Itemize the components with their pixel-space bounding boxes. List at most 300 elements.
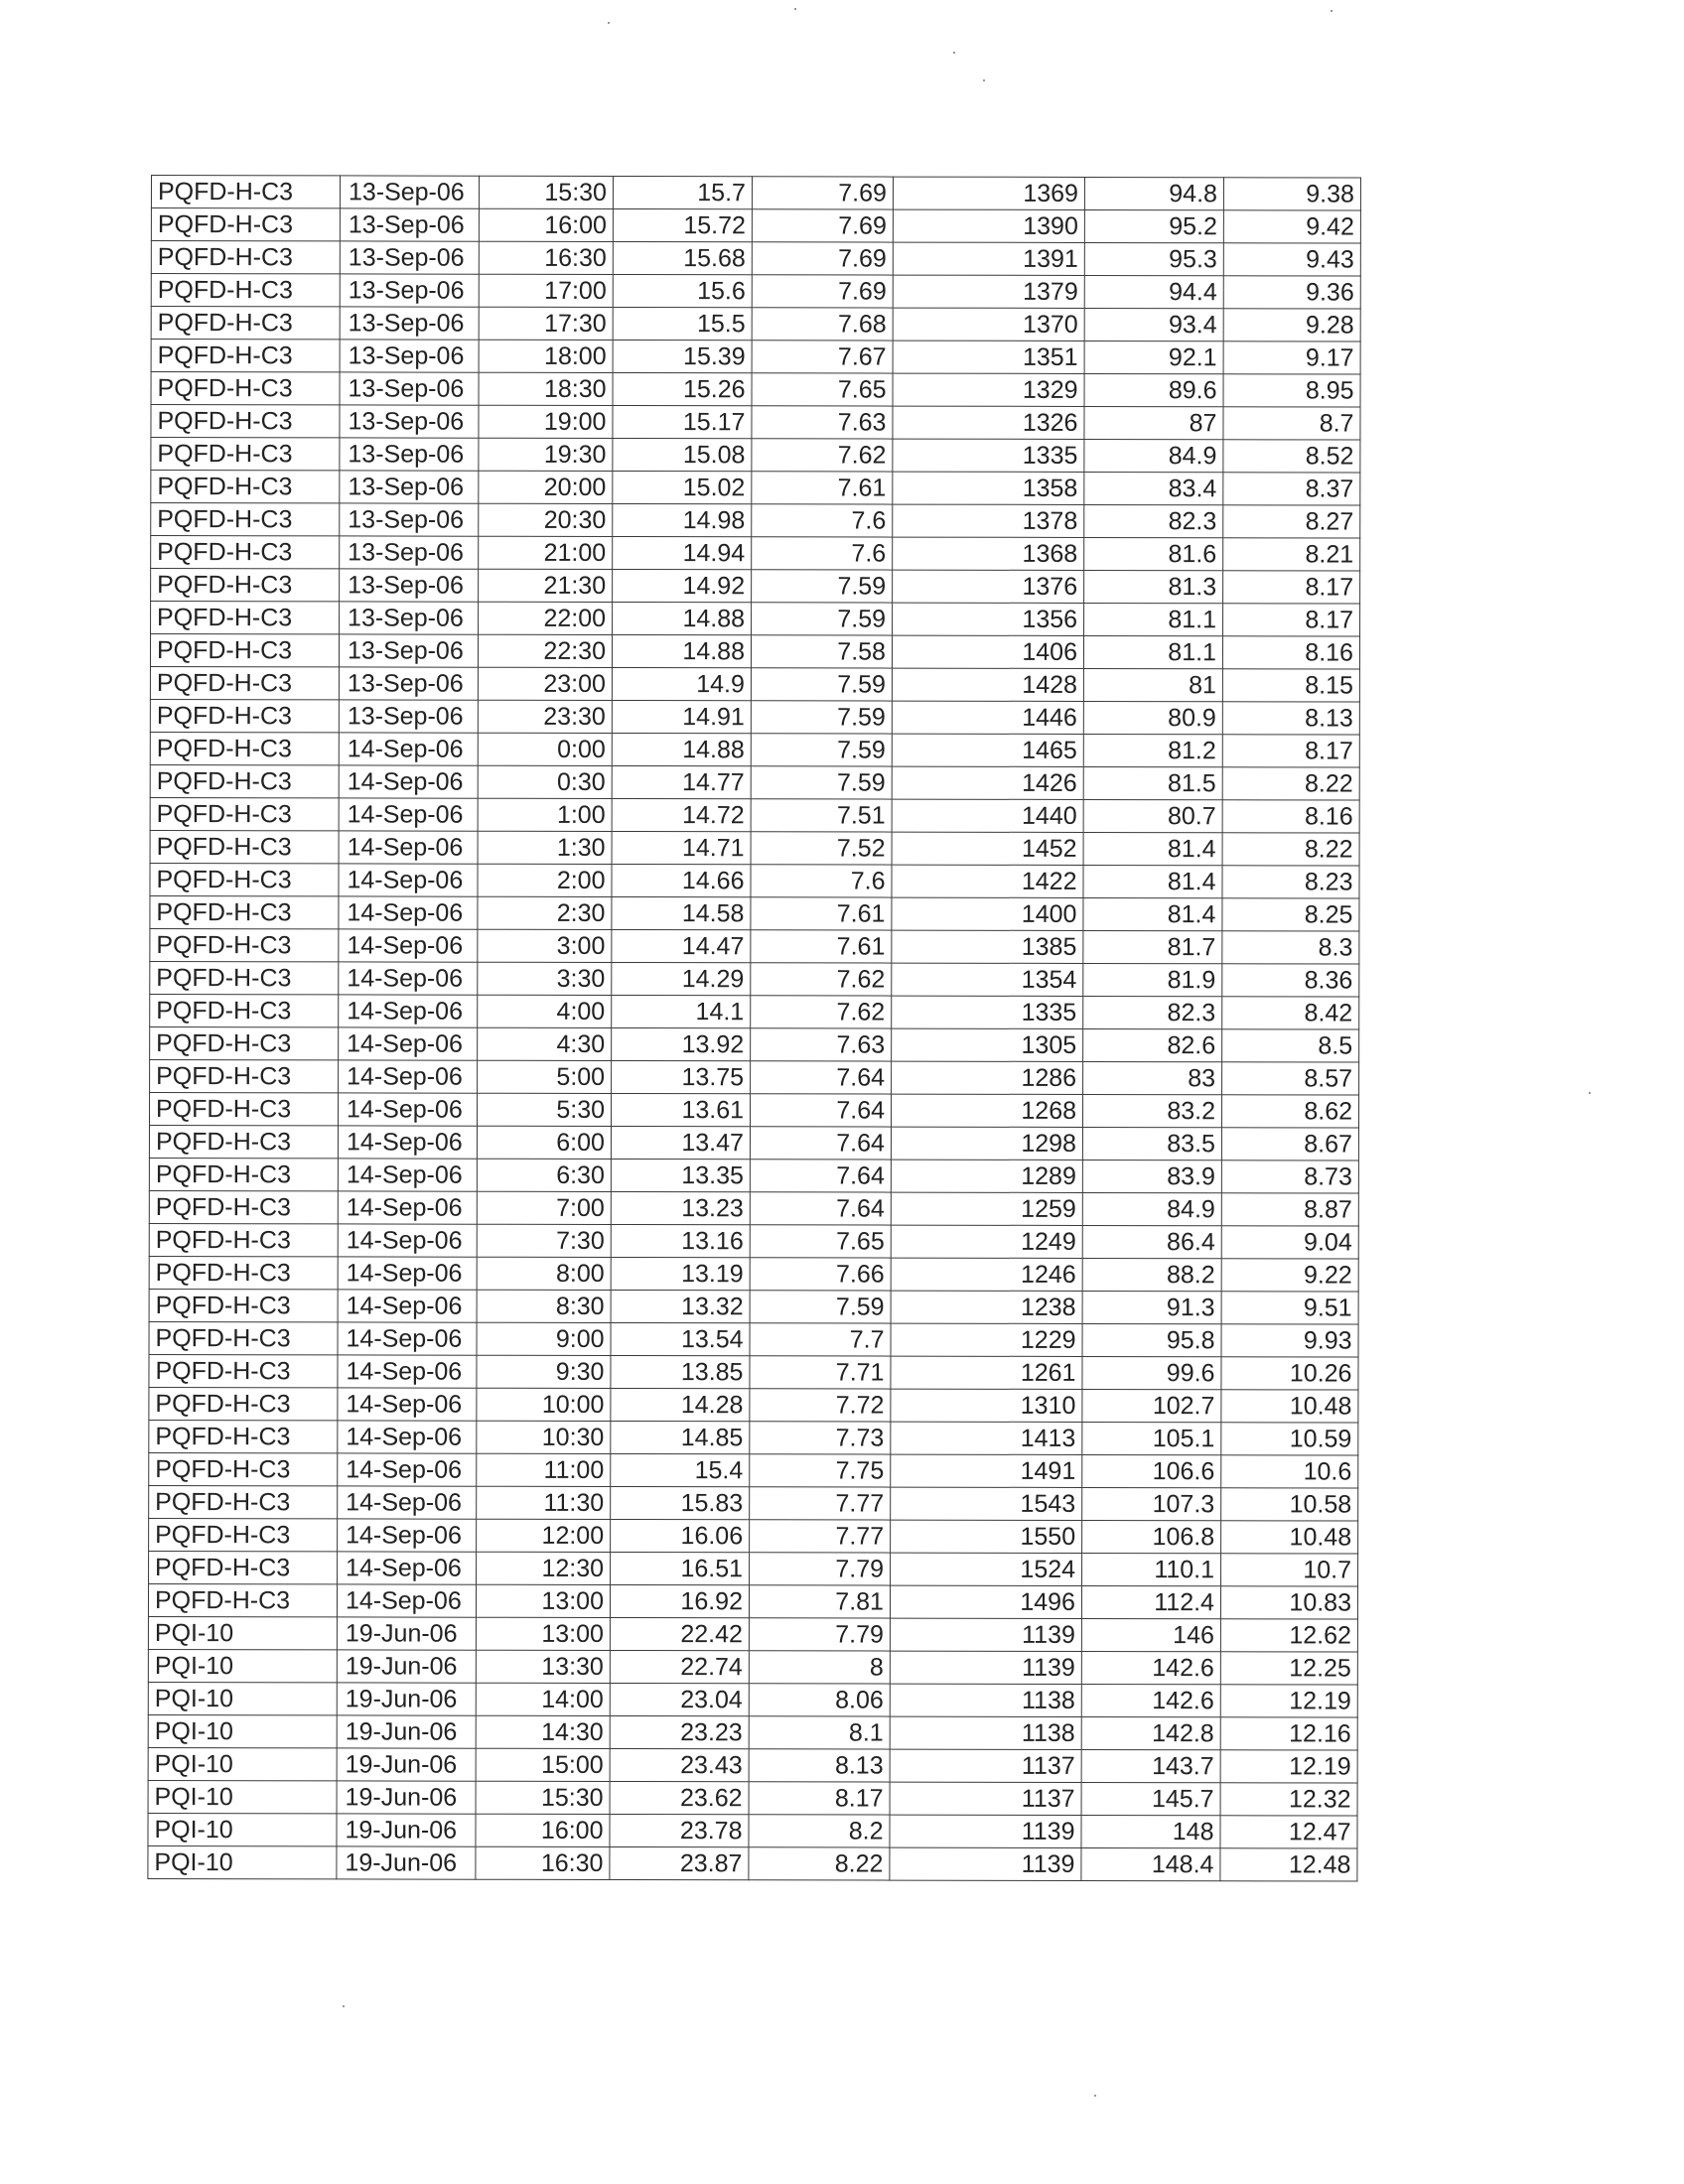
value-1-cell: 13.32 [611,1290,750,1322]
time-cell: 17:30 [479,307,613,340]
site-id-cell: PQFD-H-C3 [150,895,339,928]
date-cell: 13-Sep-06 [340,274,479,307]
value-1-cell: 13.47 [611,1126,750,1159]
time-cell: 15:30 [476,1781,610,1814]
value-4-cell: 81.9 [1083,963,1222,996]
value-5-cell: 10.48 [1221,1521,1358,1554]
value-3-cell: 1139 [890,1815,1081,1847]
value-5-cell: 12.47 [1220,1816,1357,1848]
value-5-cell: 8.87 [1221,1193,1358,1226]
value-3-cell: 1390 [893,209,1084,242]
value-2-cell: 8.22 [749,1847,890,1880]
value-2-cell: 8.06 [749,1684,890,1716]
value-5-cell: 10.26 [1221,1357,1358,1390]
value-1-cell: 14.98 [613,503,752,536]
value-4-cell: 142.6 [1081,1651,1220,1684]
value-4-cell: 106.8 [1082,1520,1221,1553]
value-2-cell: 7.59 [752,570,893,603]
date-cell: 14-Sep-06 [339,1027,478,1060]
value-3-cell: 1406 [892,635,1083,668]
site-id-cell: PQFD-H-C3 [151,241,340,274]
time-cell: 1:30 [478,831,612,864]
value-2-cell: 7.59 [751,734,892,766]
value-1-cell: 22.74 [610,1650,749,1683]
table-row [149,1321,1358,1357]
date-cell: 13-Sep-06 [340,536,479,569]
table-row [149,1125,1358,1160]
value-1-cell: 15.39 [613,340,752,372]
value-4-cell: 142.6 [1081,1684,1220,1716]
value-1-cell: 13.75 [612,1060,751,1093]
value-1-cell: 14.29 [612,962,751,995]
site-id-cell: PQFD-H-C3 [151,503,340,536]
table-body [148,176,1361,1882]
value-2-cell: 7.64 [750,1160,891,1192]
value-2-cell: 7.79 [750,1553,891,1585]
value-4-cell: 89.6 [1084,373,1223,406]
value-1-cell: 14.1 [612,995,751,1027]
value-4-cell: 83.5 [1082,1127,1221,1160]
value-3-cell: 1335 [892,996,1083,1028]
value-1-cell: 14.47 [612,929,751,962]
value-3-cell: 1369 [893,177,1084,209]
table-row [151,340,1360,375]
scan-speck [1589,1092,1591,1094]
value-5-cell: 8.17 [1223,604,1360,636]
value-5-cell: 9.43 [1223,243,1360,276]
date-cell: 13-Sep-06 [339,634,478,667]
date-cell: 14-Sep-06 [338,1486,477,1519]
time-cell: 14:00 [476,1683,610,1715]
time-cell: 3:30 [478,962,612,995]
value-2-cell: 7.6 [752,537,893,570]
value-5-cell: 8.3 [1222,931,1359,964]
table-row [151,405,1360,441]
time-cell: 16:30 [479,241,613,274]
value-3-cell: 1229 [891,1323,1082,1356]
site-id-cell: PQFD-H-C3 [149,1452,338,1485]
value-3-cell: 1378 [893,504,1084,537]
value-5-cell: 9.36 [1223,276,1360,309]
scan-speck [953,52,955,54]
value-4-cell: 81.2 [1083,734,1222,766]
value-4-cell: 99.6 [1082,1356,1221,1389]
value-2-cell: 7.67 [752,341,893,373]
value-1-cell: 14.9 [612,667,751,700]
value-3-cell: 1139 [890,1651,1081,1684]
value-4-cell: 143.7 [1081,1749,1220,1782]
date-cell: 14-Sep-06 [338,1126,477,1159]
value-5-cell: 8.62 [1221,1095,1358,1128]
value-1-cell: 22.42 [610,1617,749,1650]
value-1-cell: 14.88 [612,634,751,667]
time-cell: 11:00 [477,1453,611,1486]
value-1-cell: 23.87 [610,1846,749,1879]
date-cell: 14-Sep-06 [338,1322,477,1355]
value-3-cell: 1452 [892,832,1083,865]
time-cell: 6:30 [477,1159,611,1191]
time-cell: 4:30 [478,1027,612,1060]
time-cell: 18:00 [479,340,613,372]
site-id-cell: PQI-10 [148,1649,337,1682]
time-cell: 15:00 [476,1748,610,1781]
value-4-cell: 81.7 [1083,930,1222,963]
site-id-cell: PQI-10 [148,1714,337,1747]
value-2-cell: 7.6 [751,865,892,897]
time-cell: 20:30 [479,503,613,536]
value-2-cell: 7.62 [751,996,892,1028]
table-row [149,1092,1358,1128]
value-4-cell: 83.4 [1084,472,1223,504]
value-3-cell: 1524 [891,1553,1082,1585]
value-4-cell: 110.1 [1082,1553,1221,1585]
value-2-cell: 7.62 [752,439,893,472]
date-cell: 14-Sep-06 [338,1093,477,1126]
value-3-cell: 1356 [893,603,1084,635]
value-3-cell: 1137 [890,1749,1081,1782]
value-1-cell: 13.16 [611,1224,750,1257]
site-id-cell: PQFD-H-C3 [150,699,339,732]
date-cell: 14-Sep-06 [339,896,478,929]
value-5-cell: 8.17 [1223,571,1360,604]
value-1-cell: 15.72 [613,208,752,241]
site-id-cell: PQFD-H-C3 [149,1125,338,1158]
value-5-cell: 8.52 [1223,440,1360,473]
value-1-cell: 15.7 [613,176,752,208]
value-3-cell: 1286 [892,1061,1083,1094]
site-id-cell: PQFD-H-C3 [150,666,339,699]
table-row [151,208,1360,244]
value-3-cell: 1354 [892,963,1083,996]
value-3-cell: 1326 [893,406,1084,439]
time-cell: 12:30 [477,1552,611,1584]
value-1-cell: 14.71 [612,831,751,864]
value-2-cell: 7.62 [751,963,892,996]
value-3-cell: 1440 [892,799,1083,832]
value-5-cell: 9.17 [1223,341,1360,374]
value-3-cell: 1543 [891,1487,1082,1520]
site-id-cell: PQFD-H-C3 [149,1420,338,1452]
value-1-cell: 15.83 [611,1486,750,1519]
date-cell: 19-Jun-06 [337,1781,476,1814]
value-5-cell: 9.38 [1223,178,1360,210]
table-row [148,1845,1357,1881]
value-1-cell: 15.5 [613,307,752,340]
value-2-cell: 7.59 [751,668,892,701]
value-4-cell: 80.9 [1083,701,1222,734]
site-id-cell: PQFD-H-C3 [149,1289,338,1321]
site-id-cell: PQFD-H-C3 [151,307,340,340]
value-2-cell: 7.7 [750,1323,891,1356]
date-cell: 14-Sep-06 [338,1290,477,1322]
time-cell: 16:30 [476,1846,610,1879]
value-5-cell: 8.22 [1222,767,1359,800]
value-4-cell: 87 [1084,406,1223,439]
value-1-cell: 14.92 [613,569,752,602]
time-cell: 7:00 [477,1191,611,1224]
value-1-cell: 14.72 [612,798,751,831]
site-id-cell: PQFD-H-C3 [149,1387,338,1420]
time-cell: 16:00 [476,1814,610,1846]
table-row [151,471,1360,506]
site-id-cell: PQI-10 [148,1682,337,1714]
value-5-cell: 8.13 [1222,702,1359,735]
value-3-cell: 1379 [893,275,1084,308]
value-4-cell: 86.4 [1082,1225,1221,1258]
value-4-cell: 81.4 [1083,865,1222,897]
value-1-cell: 13.92 [612,1027,751,1060]
value-4-cell: 95.3 [1084,242,1223,275]
table-row [151,503,1360,539]
value-5-cell: 10.58 [1221,1488,1358,1521]
site-id-cell: PQI-10 [148,1747,337,1780]
site-id-cell: PQFD-H-C3 [149,1158,338,1190]
value-1-cell: 13.35 [611,1159,750,1191]
date-cell: 19-Jun-06 [337,1846,476,1879]
time-cell: 20:00 [479,471,613,503]
value-2-cell: 7.64 [750,1127,891,1160]
value-5-cell: 8.22 [1222,833,1359,866]
value-5-cell: 10.83 [1220,1586,1357,1619]
table-row [150,699,1359,735]
date-cell: 13-Sep-06 [339,667,478,700]
table-row [151,536,1360,572]
site-id-cell: PQFD-H-C3 [151,471,340,503]
value-2-cell: 7.77 [750,1520,891,1553]
table-row [149,1452,1358,1488]
date-cell: 13-Sep-06 [340,438,479,471]
site-id-cell: PQFD-H-C3 [150,634,339,667]
value-3-cell: 1400 [892,897,1083,930]
date-cell: 13-Sep-06 [340,307,479,340]
time-cell: 11:30 [477,1486,611,1519]
value-3-cell: 1249 [891,1225,1082,1258]
date-cell: 13-Sep-06 [340,471,479,503]
site-id-cell: PQFD-H-C3 [150,732,339,764]
date-cell: 19-Jun-06 [337,1617,476,1650]
value-2-cell: 8 [749,1651,890,1684]
value-2-cell: 7.75 [750,1454,891,1487]
value-4-cell: 83.2 [1082,1094,1221,1127]
value-2-cell: 7.52 [751,832,892,865]
time-cell: 9:00 [477,1322,611,1355]
value-3-cell: 1491 [891,1454,1082,1487]
value-1-cell: 14.88 [613,602,752,634]
value-4-cell: 148.4 [1081,1847,1220,1880]
site-id-cell: PQFD-H-C3 [149,1551,338,1583]
value-1-cell: 13.61 [611,1093,750,1126]
date-cell: 19-Jun-06 [337,1650,476,1683]
value-1-cell: 14.91 [612,700,751,733]
value-4-cell: 81 [1083,668,1222,701]
value-1-cell: 14.85 [611,1421,750,1453]
site-id-cell: PQFD-H-C3 [150,994,339,1026]
value-2-cell: 7.61 [751,897,892,930]
site-id-cell: PQI-10 [148,1780,337,1813]
value-2-cell: 7.69 [752,242,893,275]
value-5-cell: 8.16 [1222,800,1359,833]
table-row [151,602,1360,637]
time-cell: 10:30 [477,1421,611,1453]
value-4-cell: 81.3 [1084,570,1223,603]
time-cell: 8:30 [477,1290,611,1322]
date-cell: 13-Sep-06 [340,208,479,241]
table-row [150,961,1359,997]
value-4-cell: 142.8 [1081,1716,1220,1749]
value-1-cell: 15.6 [613,274,752,307]
table-row [149,1518,1358,1554]
site-id-cell: PQFD-H-C3 [151,405,340,438]
value-3-cell: 1238 [891,1291,1082,1323]
value-5-cell: 8.23 [1222,866,1359,898]
value-1-cell: 16.06 [611,1519,750,1552]
value-4-cell: 107.3 [1082,1487,1221,1520]
site-id-cell: PQFD-H-C3 [151,602,340,634]
site-id-cell: PQFD-H-C3 [148,1583,337,1616]
time-cell: 13:00 [476,1617,610,1650]
site-id-cell: PQFD-H-C3 [151,569,340,602]
site-id-cell: PQFD-H-C3 [151,372,340,405]
value-1-cell: 14.88 [612,733,751,765]
value-5-cell: 8.7 [1223,407,1360,440]
value-2-cell: 7.63 [751,1028,892,1061]
value-1-cell: 23.62 [610,1781,749,1814]
date-cell: 14-Sep-06 [339,733,478,765]
date-cell: 19-Jun-06 [337,1715,476,1748]
value-2-cell: 7.68 [752,308,893,341]
scan-speck [794,8,796,10]
value-3-cell: 1426 [892,766,1083,799]
value-5-cell: 12.32 [1220,1783,1357,1816]
date-cell: 14-Sep-06 [339,929,478,962]
table-row [149,1551,1358,1586]
date-cell: 14-Sep-06 [337,1584,476,1617]
site-id-cell: PQFD-H-C3 [150,1026,339,1059]
value-3-cell: 1261 [891,1356,1082,1389]
date-cell: 13-Sep-06 [340,340,479,372]
value-1-cell: 13.19 [611,1257,750,1290]
value-1-cell: 15.68 [613,241,752,274]
value-5-cell: 8.67 [1221,1128,1358,1160]
site-id-cell: PQFD-H-C3 [150,928,339,961]
date-cell: 14-Sep-06 [338,1453,477,1486]
value-4-cell: 84.9 [1082,1192,1221,1225]
value-2-cell: 7.79 [749,1618,890,1651]
table-row [148,1714,1357,1750]
date-cell: 13-Sep-06 [340,241,479,274]
date-cell: 14-Sep-06 [338,1224,477,1257]
value-2-cell: 7.64 [750,1192,891,1225]
value-2-cell: 7.65 [752,373,893,406]
value-4-cell: 83 [1083,1061,1222,1094]
time-cell: 8:00 [477,1257,611,1290]
value-1-cell: 14.94 [613,536,752,569]
date-cell: 14-Sep-06 [339,831,478,864]
value-4-cell: 81.1 [1084,603,1223,635]
site-id-cell: PQFD-H-C3 [151,274,340,307]
value-4-cell: 82.3 [1083,996,1222,1028]
table-row [150,1059,1359,1095]
time-cell: 0:00 [478,733,612,765]
value-3-cell: 1289 [891,1160,1082,1192]
time-cell: 17:00 [479,274,613,307]
value-5-cell: 10.7 [1221,1554,1358,1586]
value-4-cell: 106.6 [1082,1454,1221,1487]
time-cell: 6:00 [477,1126,611,1159]
time-cell: 19:00 [479,405,613,438]
value-4-cell: 94.8 [1084,177,1223,209]
value-5-cell: 10.59 [1221,1423,1358,1455]
value-3-cell: 1446 [892,701,1083,734]
value-2-cell: 8.13 [749,1749,890,1782]
value-5-cell: 9.04 [1221,1226,1358,1259]
value-4-cell: 146 [1081,1618,1220,1651]
value-4-cell: 95.2 [1084,209,1223,242]
value-3-cell: 1385 [892,930,1083,963]
value-3-cell: 1422 [892,865,1083,897]
date-cell: 14-Sep-06 [338,1421,477,1453]
value-5-cell: 12.19 [1220,1750,1357,1783]
value-5-cell: 10.6 [1221,1455,1358,1488]
site-id-cell: PQFD-H-C3 [150,1059,339,1092]
time-cell: 22:30 [478,634,612,667]
value-5-cell: 12.48 [1220,1848,1357,1881]
date-cell: 14-Sep-06 [338,1191,477,1224]
table-row [149,1256,1358,1292]
value-3-cell: 1413 [891,1422,1082,1454]
table-row [149,1420,1358,1455]
value-1-cell: 14.28 [611,1388,750,1421]
value-4-cell: 93.4 [1084,308,1223,341]
value-4-cell: 84.9 [1084,439,1223,472]
value-1-cell: 13.85 [611,1355,750,1388]
value-3-cell: 1138 [890,1684,1081,1716]
value-5-cell: 8.73 [1221,1160,1358,1193]
table-row [151,274,1360,310]
table-row [151,438,1360,474]
value-3-cell: 1137 [890,1782,1081,1815]
value-1-cell: 15.17 [613,405,752,438]
site-id-cell: PQFD-H-C3 [149,1321,338,1354]
value-3-cell: 1246 [891,1258,1082,1291]
value-4-cell: 83.9 [1082,1160,1221,1192]
scan-speck [1331,10,1333,12]
value-4-cell: 81.6 [1084,537,1223,570]
value-3-cell: 1370 [893,308,1084,341]
table-row [148,1780,1357,1816]
value-4-cell: 95.8 [1082,1323,1221,1356]
table-row [150,863,1359,898]
time-cell: 3:00 [478,929,612,962]
value-1-cell: 16.92 [610,1584,749,1617]
value-3-cell: 1358 [893,472,1084,504]
value-4-cell: 81.4 [1083,897,1222,930]
site-id-cell: PQFD-H-C3 [149,1190,338,1223]
site-id-cell: PQFD-H-C3 [151,536,340,569]
site-id-cell: PQFD-H-C3 [151,438,340,471]
table-row [149,1485,1358,1521]
value-2-cell: 8.2 [749,1815,890,1847]
time-cell: 0:30 [478,765,612,798]
value-2-cell: 7.65 [750,1225,891,1258]
value-2-cell: 7.59 [750,1291,891,1323]
value-5-cell: 8.36 [1222,964,1359,997]
table-row [150,928,1359,964]
time-cell: 13:00 [476,1584,610,1617]
value-2-cell: 8.17 [749,1782,890,1815]
table-row [148,1649,1357,1685]
table-row [149,1158,1358,1193]
